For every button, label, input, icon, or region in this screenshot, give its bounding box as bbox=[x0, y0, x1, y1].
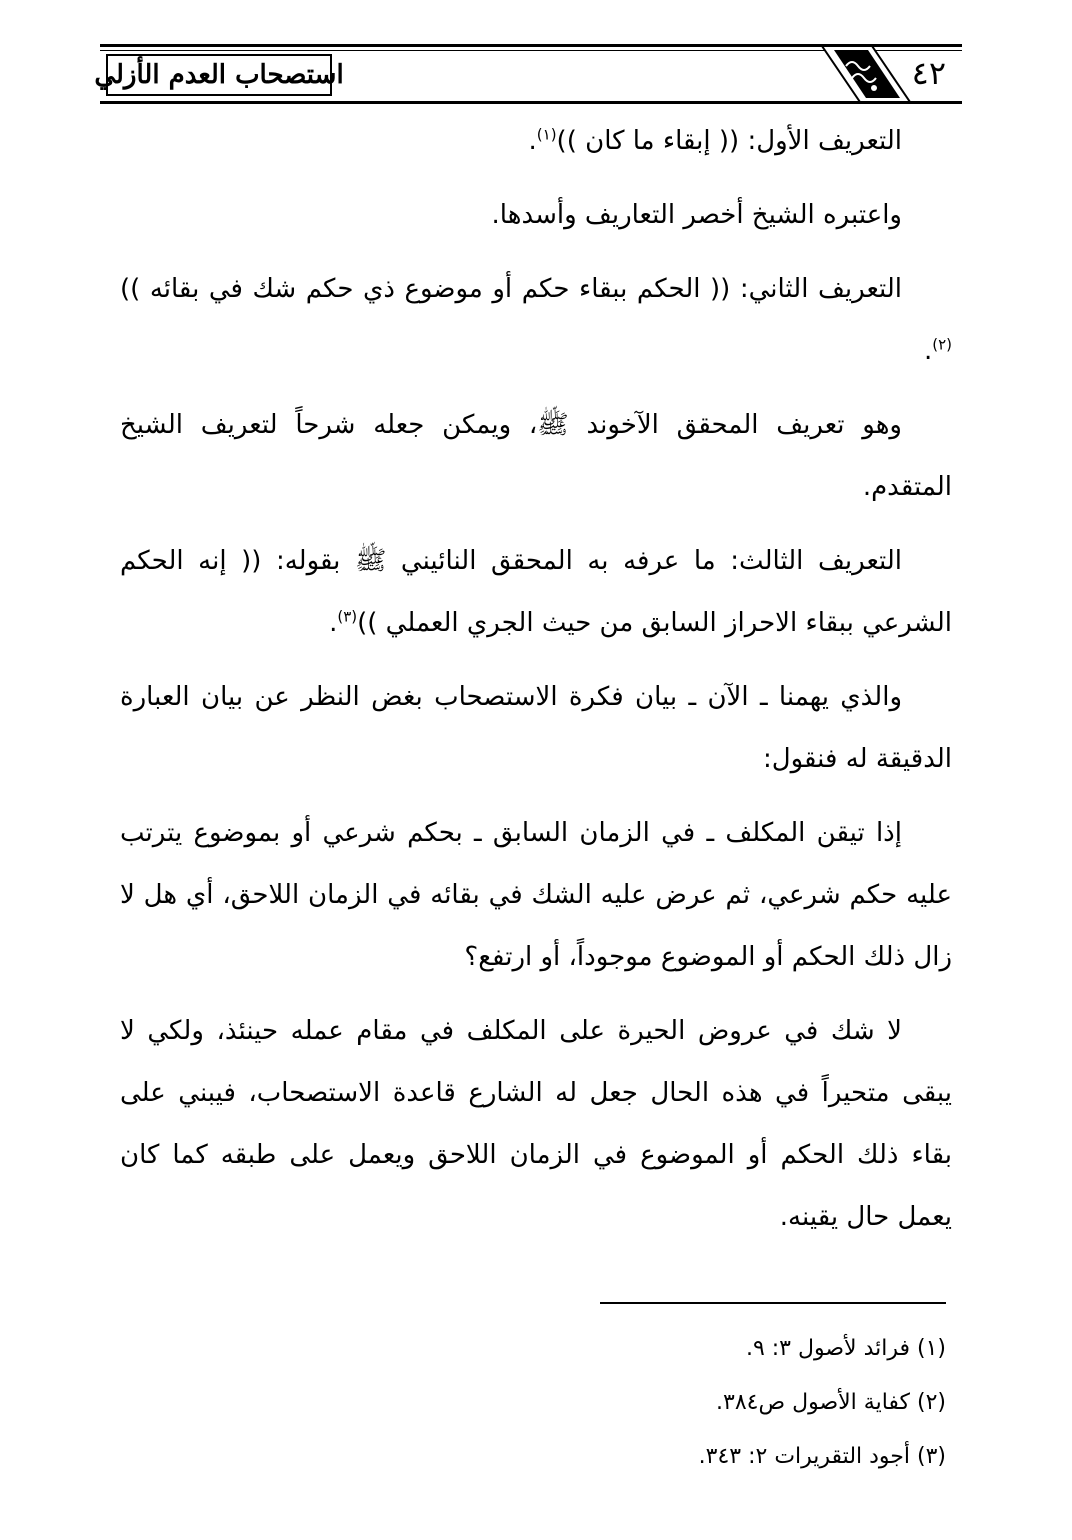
footnote-1: (١) فرائد لأصول ٣: ٩. bbox=[745, 1336, 946, 1361]
paragraph bbox=[120, 802, 952, 988]
paragraph bbox=[120, 394, 952, 518]
paragraph-end: . bbox=[528, 126, 537, 156]
paragraph bbox=[120, 258, 952, 382]
paragraph-text: لا شك في عروض الحيرة على المكلف في مقام عمله حينئذ، ولكي لا يبقى متحيراً في هذه الحال جعل له الشارع قاعدة الاستصحاب، فيبني على بقاء ذلك الحكم أو الموضوع في الزمان اللاحق ويعمل على طبقه كما كان يعمل حال يقينه. bbox=[120, 1016, 952, 1232]
page-header bbox=[94, 44, 962, 104]
paragraph-text: والذي يهمنا ـ الآن ـ بيان فكرة الاستصحاب بغض النظر عن بيان العبارة الدقيقة له فنقول: bbox=[120, 682, 952, 774]
footnote-ref[interactable]: (٣) bbox=[337, 607, 358, 626]
main-text bbox=[120, 110, 952, 1260]
paragraph bbox=[120, 530, 952, 654]
paragraph-end: . bbox=[923, 336, 933, 366]
paragraph bbox=[120, 1000, 952, 1248]
paragraph bbox=[120, 110, 952, 172]
paragraph-text: وهو تعريف المحقق الآخوند ﷺ، ويمكن جعله شرحاً لتعريف الشيخ المتقدم. bbox=[120, 410, 952, 502]
paragraph-text: التعريف الثالث: ما عرفه به المحقق النائيني ﷺ بقوله: (( إنه الحكم الشرعي ببقاء الاحراز السابق من حيث الجري العملي )) bbox=[120, 546, 952, 638]
paragraph-text: التعريف الأول: (( إبقاء ما كان )) bbox=[556, 126, 902, 156]
footnotes bbox=[120, 1322, 946, 1484]
footnote-3: (٣) أجود التقريرات ٢: ٣٤٣. bbox=[698, 1444, 946, 1469]
paragraph bbox=[120, 184, 952, 246]
paragraph-text: التعريف الثاني: (( الحكم ببقاء حكم أو موضوع ذي حكم شك في بقائه )) bbox=[120, 274, 902, 304]
paragraph bbox=[120, 666, 952, 790]
paragraph-end: . bbox=[329, 608, 338, 638]
paragraph-text: إذا تيقن المكلف ـ في الزمان السابق ـ بحكم شرعي أو بموضوع يترتب عليه حكم شرعي، ثم عرض عليه الشك في بقائه في الزمان اللاحق، أي هل لا زال ذلك الحكم أو الموضوع موجوداً، أو ارتفع؟ bbox=[120, 818, 952, 972]
footnote-separator bbox=[600, 1302, 946, 1304]
footnote-2: (٢) كفاية الأصول ص٣٨٤. bbox=[716, 1390, 946, 1415]
paragraph-text: واعتبره الشيخ أخصر التعاريف وأسدها. bbox=[491, 200, 902, 230]
book-title: استصحاب العدم الأزلي bbox=[94, 60, 344, 90]
page-number: ٤٢ bbox=[911, 54, 946, 92]
book-title-box bbox=[94, 54, 344, 96]
footnote-ref[interactable]: (٢) bbox=[932, 335, 952, 354]
footnote-ref[interactable]: (١) bbox=[536, 125, 557, 144]
calligraphy-ornament-icon bbox=[812, 44, 912, 104]
